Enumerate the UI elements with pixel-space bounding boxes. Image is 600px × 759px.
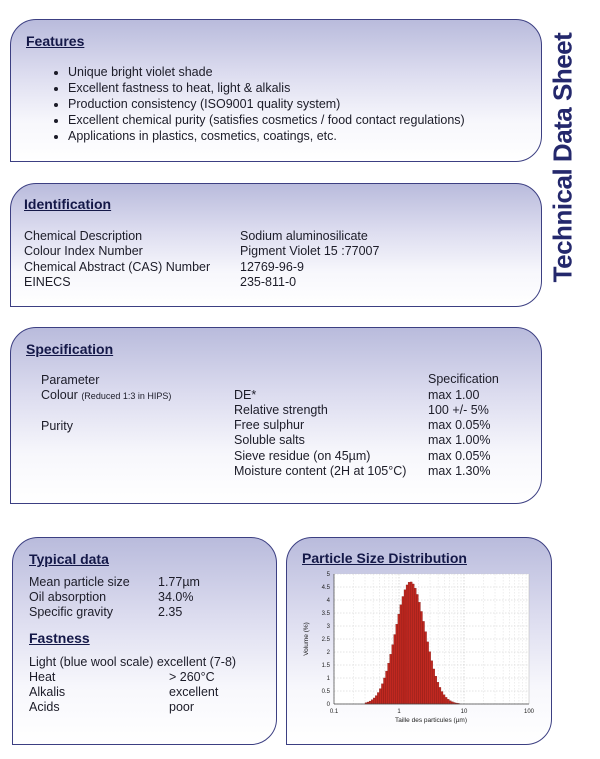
chart-bar — [435, 676, 437, 704]
chart-bar — [414, 588, 416, 704]
fastness-value: poor — [169, 700, 195, 714]
chart-bar — [408, 582, 410, 704]
chart-bar — [392, 645, 394, 704]
chart-title: Particle Size Distribution — [302, 550, 467, 566]
chart-bar — [416, 594, 418, 704]
features-list — [48, 64, 465, 144]
fastness-light-label: Light (blue wool scale) — [29, 655, 154, 669]
chart-bar — [394, 635, 396, 704]
y-tick-label: 4 — [326, 598, 330, 604]
spec-value: max 1.00% — [428, 433, 491, 447]
chart-bar — [375, 696, 377, 704]
typical-value: 2.35 — [158, 605, 183, 619]
list-item: • Unique bright violet shade — [68, 64, 465, 80]
spec-value: max 0.05% — [428, 449, 491, 463]
chart-bar — [410, 582, 412, 704]
x-tick-label: 1 — [397, 709, 401, 715]
fastness-value: excellent — [169, 685, 219, 699]
y-tick-label: 3.5 — [321, 611, 330, 617]
spec-colour-label — [41, 388, 171, 404]
chart-bar — [420, 611, 422, 704]
chart-bar — [369, 701, 371, 704]
list-item: • Applications in plastics, cosmetics, coatings, etc. — [68, 128, 465, 144]
spec-header-parameter: Parameter — [41, 373, 100, 387]
chart-bar — [447, 699, 449, 704]
chart-bar — [379, 689, 381, 704]
fastness-label: Alkalis — [29, 685, 66, 699]
chart-bar — [402, 597, 404, 704]
spec-item: Sieve residue (on 45µm) — [234, 449, 371, 463]
chart-bar — [412, 584, 414, 704]
spec-value: max 0.05% — [428, 418, 491, 432]
y-tick-label: 0.5 — [321, 689, 330, 695]
identification-value: Pigment Violet 15 :77007 — [240, 244, 380, 258]
chart-bar — [404, 590, 406, 704]
fastness-light-value: excellent (7-8) — [156, 655, 237, 669]
spec-item: Free sulphur — [234, 418, 305, 432]
chart-bar — [398, 614, 400, 704]
identification-label: Colour Index Number — [24, 244, 143, 258]
chart-bar — [386, 671, 388, 704]
identification-value: Sodium aluminosilicate — [240, 229, 368, 243]
chart-bar — [429, 652, 431, 704]
chart-bar — [388, 663, 390, 704]
chart-bar — [400, 605, 402, 704]
spec-colour-note: (Reduced 1:3 in HIPS) — [81, 391, 172, 401]
chart-bar — [449, 701, 451, 704]
chart-bar — [425, 632, 427, 704]
specification-title: Specification — [26, 341, 114, 357]
chart-bar — [373, 698, 375, 704]
chart-bar — [427, 642, 429, 704]
side-title-text: Technical Data Sheet — [547, 32, 578, 283]
fastness-label: Acids — [29, 700, 60, 714]
spec-value: max 1.00 — [428, 388, 480, 402]
spec-item: Moisture content (2H at 105°C) — [234, 464, 407, 478]
side-title — [544, 30, 584, 288]
y-tick-label: 5 — [326, 572, 330, 578]
chart-bar — [383, 678, 385, 704]
particle-size-chart — [296, 569, 546, 729]
spec-item: Relative strength — [234, 403, 328, 417]
chart-bar — [377, 693, 379, 704]
y-tick-label: 3 — [326, 624, 330, 630]
identification-title: Identification — [24, 196, 112, 212]
chart-bar — [445, 697, 447, 704]
identification-value: 235-811-0 — [240, 275, 297, 289]
spec-colour-text: Colour — [41, 388, 78, 402]
fastness-light — [29, 655, 236, 670]
y-tick-label: 4.5 — [321, 585, 330, 591]
list-item: • Excellent chemical purity (satisfies cosmetics / food contact regulations) — [68, 112, 465, 128]
chart-bar — [390, 654, 392, 704]
spec-item: Soluble salts — [234, 433, 305, 447]
features-title: Features — [26, 33, 85, 49]
chart-bar — [443, 695, 445, 704]
typical-data-title: Typical data — [29, 551, 109, 567]
chart-bar — [381, 684, 383, 704]
y-tick-label: 1 — [326, 676, 330, 682]
x-tick-label: 0.1 — [329, 709, 339, 715]
fastness-title: Fastness — [29, 630, 90, 646]
typical-label: Mean particle size — [29, 575, 130, 589]
y-tick-label: 2.5 — [321, 637, 330, 643]
identification-value: 12769-96-9 — [240, 260, 304, 274]
spec-header-specification: Specification — [428, 372, 499, 386]
fastness-value: > 260°C — [169, 670, 215, 684]
chart-bar — [441, 692, 443, 704]
chart-bar — [422, 621, 424, 704]
chart-bar — [418, 602, 420, 704]
chart-bar — [439, 687, 441, 704]
typical-value: 1.77µm — [158, 575, 200, 589]
chart-bar — [437, 682, 439, 704]
spec-item: DE* — [234, 388, 257, 402]
chart-bar — [371, 700, 373, 704]
spec-purity-label: Purity — [41, 419, 73, 433]
y-tick-label: 1.5 — [321, 663, 330, 669]
chart-bar — [433, 669, 435, 704]
fastness-label: Heat — [29, 670, 56, 684]
spec-value: max 1.30% — [428, 464, 491, 478]
spec-value: 100 +/- 5% — [428, 403, 489, 417]
list-item: • Production consistency (ISO9001 quality system) — [68, 96, 465, 112]
chart-bar — [431, 661, 433, 704]
x-tick-label: 100 — [523, 709, 535, 715]
typical-label: Specific gravity — [29, 605, 114, 619]
chart-bar — [396, 624, 398, 704]
identification-label: Chemical Abstract (CAS) Number — [24, 260, 211, 274]
typical-value: 34.0% — [158, 590, 194, 604]
identification-label: Chemical Description — [24, 229, 143, 243]
x-tick-label: 10 — [460, 709, 468, 715]
y-axis-label: Volume (%) — [303, 622, 310, 656]
y-tick-label: 0 — [326, 702, 330, 708]
list-item: • Excellent fastness to heat, light & alkalis — [68, 80, 465, 96]
typical-label: Oil absorption — [29, 590, 107, 604]
y-tick-label: 2 — [326, 650, 330, 656]
x-axis-label: Taille des particules (µm) — [394, 717, 468, 724]
identification-label: EINECS — [24, 275, 71, 289]
chart-bar — [406, 585, 408, 704]
